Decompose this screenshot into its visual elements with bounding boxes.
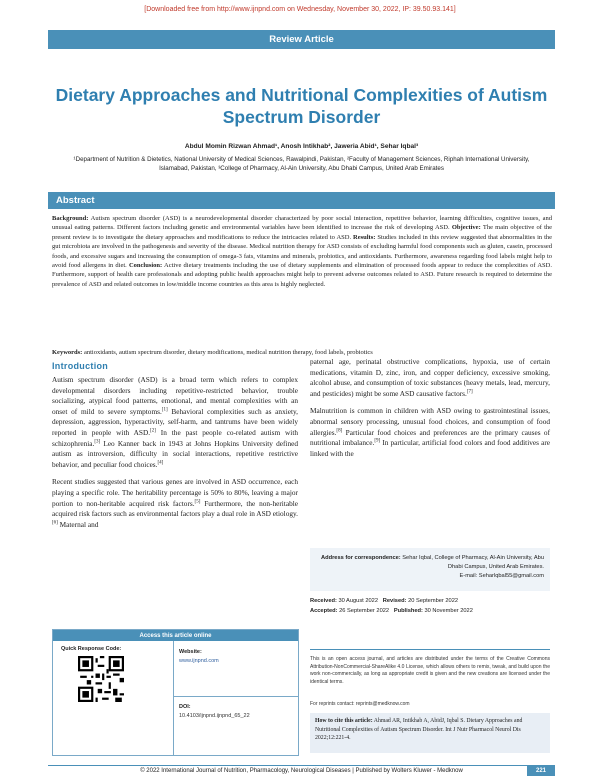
intro-p1-text: Behavioral complexities such as anxiety, depression, aggression, hyperactivity, self-harm, and tantrums have been widely reported in people with ASD. — [52, 406, 299, 437]
right-column — [310, 357, 550, 466]
ref-link[interactable]: [1] — [161, 407, 168, 413]
access-heading-label: Access this article online — [139, 632, 212, 639]
abstract-heading-label: Abstract — [56, 195, 95, 206]
download-notice: [Downloaded free from http://www.ijnpnd.com on Wednesday, November 30, 2022, IP: 39.50.93.141] — [144, 6, 456, 13]
intro-p1-text: In the past people co-related autism with schizophrenia. — [52, 427, 298, 448]
left-column — [52, 375, 298, 537]
ref-link[interactable]: [2] — [150, 428, 156, 434]
correspondence-box — [310, 548, 550, 591]
doi-label: DOI: — [179, 704, 191, 710]
cite-label: How to cite this article: — [315, 718, 373, 724]
revised-label: Revised: — [382, 598, 407, 604]
website-link[interactable]: www.ijnpnd.com — [179, 658, 219, 664]
intro-paragraph-4 — [310, 406, 550, 459]
correspondence-text: Sehar Iqbal, College of Pharmacy, Al-Ain University, Abu Dhabi Campus, United Arab Emirates. — [400, 555, 544, 570]
background-label: Background: — [52, 215, 89, 222]
correspondence-label: Address for correspondence: — [321, 555, 401, 561]
objective-text: The main objective of the present review is to investigate the dietary approaches and modifications to reduce the intricacies related to ASD. — [52, 224, 553, 241]
introduction-heading: Introduction — [52, 361, 109, 371]
dates-row-2 — [310, 607, 550, 617]
ref-link[interactable]: [4] — [157, 460, 164, 466]
access-divider — [173, 641, 174, 755]
footer-text: © 2022 International Journal of Nutrition, Pharmacology, Neurological Diseases | Published by Wolters Kluwer - Medknow — [140, 768, 463, 774]
ref-link[interactable]: [5] — [194, 499, 201, 505]
website-label: Website: — [179, 649, 202, 655]
dates-row-1 — [310, 597, 550, 607]
article-type-banner — [48, 30, 555, 49]
dates — [310, 597, 550, 616]
results-label: Results: — [353, 233, 376, 241]
qr-code-icon[interactable] — [78, 656, 124, 702]
ref-link[interactable]: [3] — [94, 439, 101, 445]
abstract-body — [52, 214, 552, 289]
article-type: Review Article — [269, 34, 334, 45]
intro-paragraph-1 — [52, 375, 298, 470]
intro-p2-text: Furthermore, the non-heritable acquired risk factors such as environmental factors play a dual role in ASD etiology. — [52, 498, 298, 519]
intro-p1-text: Leo Kanner back in 1943 at Johns Hopkins University defined autism as introversion, difficulty in social interactions, repetitive restrictive behavior, and peculiar food choices. — [52, 438, 298, 469]
keywords-label: Keywords: — [52, 349, 83, 356]
footer — [48, 765, 555, 776]
abstract-heading — [48, 192, 555, 209]
intro-p4-text: Particular food choices and preferences are the primary causes of nutritional imbalance. — [310, 427, 550, 448]
results-text: Studies included in this review suggested that abnormalities in the gut microbiota are involved in the pathogenesis and severity of the disease. Medical nutrition therapy for ASD consists of excluding harmful food components such as gluten, casein, processed foods, and excessive sugars and increasing the consumption of omega-3 fats, vitamins and minerals, probiotics, and antioxidants. Furthermore, awareness regarding food labels might help to avoid food allergens in diet. — [52, 233, 553, 270]
doi-value[interactable]: 10.4103/ijnpnd.ijnpnd_65_22 — [179, 713, 250, 719]
intro-p2-text: Maternal and — [57, 519, 99, 529]
page-number: 221 — [527, 766, 555, 776]
accepted-label: Accepted: — [310, 607, 338, 614]
published-label: Published: — [393, 607, 423, 614]
intro-p3-text: paternal age, perinatal obstructive complications, hypoxia, use of certain medications, vitamin D, zinc, iron, and copper deficiency, excessive smoking, alcohol abuse, and consumption of toxic substances (heavy metals, lead, mercury, and pesticides) might be some ASD causative factors. — [310, 357, 550, 398]
article-title: Dietary Approaches and Nutritional Complexities of Autism Spectrum Disorder — [55, 85, 548, 127]
qr-label: Quick Response Code: — [61, 646, 122, 652]
published-date: 30 November 2022 — [424, 607, 473, 614]
conclusion-text: Active dietary treatments including the use of dietary supplements and elimination of processed foods appear to reduce the complexities of ASD. Furthermore, support of health care professionals and adopting public health approaches might help to prevent adverse outcomes related to ASD. Future research is required to determine the prevalence of ASD and related outcomes in low/middle income countries as this area is highly neglected. — [52, 262, 552, 288]
cite-text: Ahmad AR, Intikhab A, AbidJ, Iqbal S. Dietary Approaches and Nutritional Complexities of Autism Spectrum Disorder. Int J Nutr Pharmacol Neurol Dis 2022;12:221-4. — [315, 718, 523, 742]
ref-link[interactable]: [7] — [466, 389, 473, 395]
ref-link[interactable]: [9] — [374, 438, 381, 444]
objective-label: Objective: — [451, 224, 481, 232]
divider — [310, 649, 550, 650]
intro-p1-text: Autism spectrum disorder (ASD) is a broad term which refers to complex developmental disorders including repetitive-restricted behavior, trouble socializing, atypical food patterns, emotional, and mental complexities with an onset of mild to severe symptoms. — [52, 375, 298, 416]
keywords-text: antioxidants, autism spectrum disorder, dietary modifications, medical nutrition therapy, food labels, probiotics — [83, 349, 373, 356]
received-date: 30 August 2022 — [338, 598, 379, 604]
revised-date: 20 September 2022 — [408, 598, 459, 604]
ref-link[interactable]: [8] — [336, 428, 343, 434]
ref-link[interactable]: [6] — [52, 520, 58, 526]
intro-p4-text: Malnutrition is common in children with ASD owing to gastrointestinal issues, abnormal sensory processing, unusual food choices, and consumption of food allergies. — [310, 406, 550, 437]
correspondence-email[interactable]: E-mail: Seharlqbal55@gmail.com — [459, 573, 544, 579]
access-divider — [173, 696, 298, 697]
reprints-text: For reprints contact: reprints@medknow.com — [310, 701, 410, 707]
keywords — [52, 349, 552, 356]
authors: Abdul Momin Rizwan Ahmad¹, Anosh Intikhab², Jaweria Abid¹, Sehar Iqbal³ — [184, 143, 419, 150]
affiliations: ¹Department of Nutrition & Dietetics, National University of Medical Sciences, Rawalpindi, Pakistan, ²Faculty of Management Sciences, Riphah International University, Islamabad, Pakistan, ³College of Pharmacy, Al-Ain University, Abu Dhabi Campus, United Arab Emirates — [73, 156, 530, 172]
citation-box — [310, 713, 550, 753]
background-text: Autism spectrum disorder (ASD) is a neurodevelopmental disorder characterized by poor social interaction, repetitive behavior, learning difficulties, cognitive issues, and unusual eating patterns. Different factors including genetic and environmental variables have been identified to increase the risk of developing ASD. — [52, 215, 552, 232]
intro-paragraph-3 — [310, 357, 550, 399]
conclusion-label: Conclusion: — [128, 262, 163, 270]
license-text: This is an open access journal, and articles are distributed under the terms of the Creative Commons Attribution-NonCommercial-ShareAlike 4.0 License, which allows others to remix, tweak, and build upon the work non-commercially, as long as appropriate credit is given and the new creations are licensed under the identical terms. — [310, 656, 550, 685]
intro-p4-text: In particular, artificial food colors and food additives are linked with the — [310, 438, 550, 458]
intro-p2-text: Recent studies suggested that various genes are involved in ASD occurrence, each playing a specific role. The heritability percentage is 50% to 80%, leaving a major portion to non-heritable acquired risk factors. — [52, 477, 298, 508]
intro-paragraph-2 — [52, 477, 298, 530]
access-box — [52, 629, 299, 756]
received-label: Received: — [310, 598, 337, 604]
accepted-date: 26 September 2022 — [339, 607, 390, 614]
access-heading — [53, 630, 298, 641]
